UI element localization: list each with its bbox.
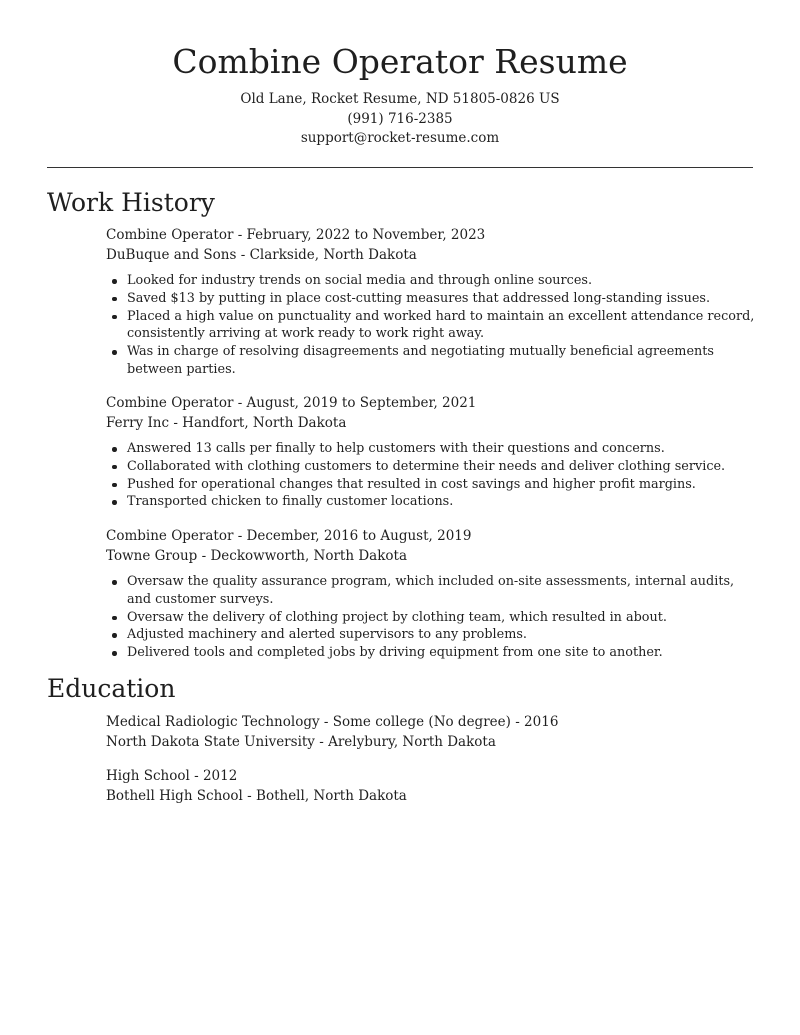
email-text: support@rocket-resume.com [300, 130, 500, 146]
job-title-line: Combine Operator - December, 2016 to August, 2019 [106, 528, 472, 544]
bullet-item: Placed a high value on punctuality and worked hard to maintain an excellent attendance record, consistently arriving at work ready to work right away. [127, 308, 755, 342]
job-title-line: Combine Operator - August, 2019 to September, 2021 [106, 395, 477, 411]
job-bullets [106, 272, 756, 379]
job-entry [106, 226, 756, 379]
job-bullets [106, 440, 756, 511]
work-history-section-2 [106, 394, 756, 511]
bullet-item: Adjusted machinery and alerted supervisors to any problems. [127, 626, 756, 644]
job-company-line: Ferry Inc - Handfort, North Dakota [106, 414, 347, 431]
education-section [106, 712, 756, 752]
work-history-section-3 [106, 527, 756, 662]
job-title-line: Combine Operator - February, 2022 to November, 2023 [106, 227, 486, 243]
work-history-heading: Work History [47, 188, 215, 217]
bullet-item: Oversaw the quality assurance program, which included on-site assessments, internal audits, and customer surveys. [127, 573, 756, 609]
bullet-item: Answered 13 calls per finally to help customers with their questions and concerns. [127, 440, 756, 458]
page-title: Combine Operator Resume [172, 42, 628, 81]
header-divider [47, 167, 753, 168]
address-text: Old Lane, Rocket Resume, ND 51805-0826 US [240, 91, 560, 107]
contact-info [0, 90, 800, 149]
education-entry [106, 712, 756, 752]
work-history-section [106, 226, 756, 379]
education-section-2 [106, 766, 756, 806]
bullet-item: Saved $13 by putting in place cost-cutting measures that addressed long-standing issues. [127, 290, 756, 308]
job-bullets [106, 573, 756, 662]
bullet-item: Was in charge of resolving disagreements and negotiating mutually beneficial agreements between parties. [127, 343, 756, 379]
school-line: Bothell High School - Bothell, North Dakota [106, 788, 407, 804]
bullet-item: Delivered tools and completed jobs by driving equipment from one site to another. [127, 644, 756, 662]
education-entry [106, 766, 756, 806]
bullet-item: Collaborated with clothing customers to determine their needs and deliver clothing service. [127, 458, 756, 476]
bullet-item: Looked for industry trends on social media and through online sources. [127, 272, 756, 290]
job-entry [106, 527, 756, 662]
education-heading: Education [47, 674, 176, 703]
job-company-line: Towne Group - Deckowworth, North Dakota [106, 547, 407, 564]
degree-line: High School - 2012 [106, 768, 238, 784]
degree-line: Medical Radiologic Technology - Some college (No degree) - 2016 [106, 714, 559, 730]
job-company-line: DuBuque and Sons - Clarkside, North Dakota [106, 246, 417, 263]
bullet-item: Pushed for operational changes that resulted in cost savings and higher profit margins. [127, 476, 756, 494]
school-line: North Dakota State University - Arelybury, North Dakota [106, 734, 496, 750]
resume-header [0, 0, 800, 149]
bullet-item: Transported chicken to finally customer locations. [127, 493, 756, 511]
bullet-item: Oversaw the delivery of clothing project by clothing team, which resulted in about. [127, 609, 756, 627]
job-entry [106, 394, 756, 511]
phone-text: (991) 716-2385 [347, 110, 453, 127]
